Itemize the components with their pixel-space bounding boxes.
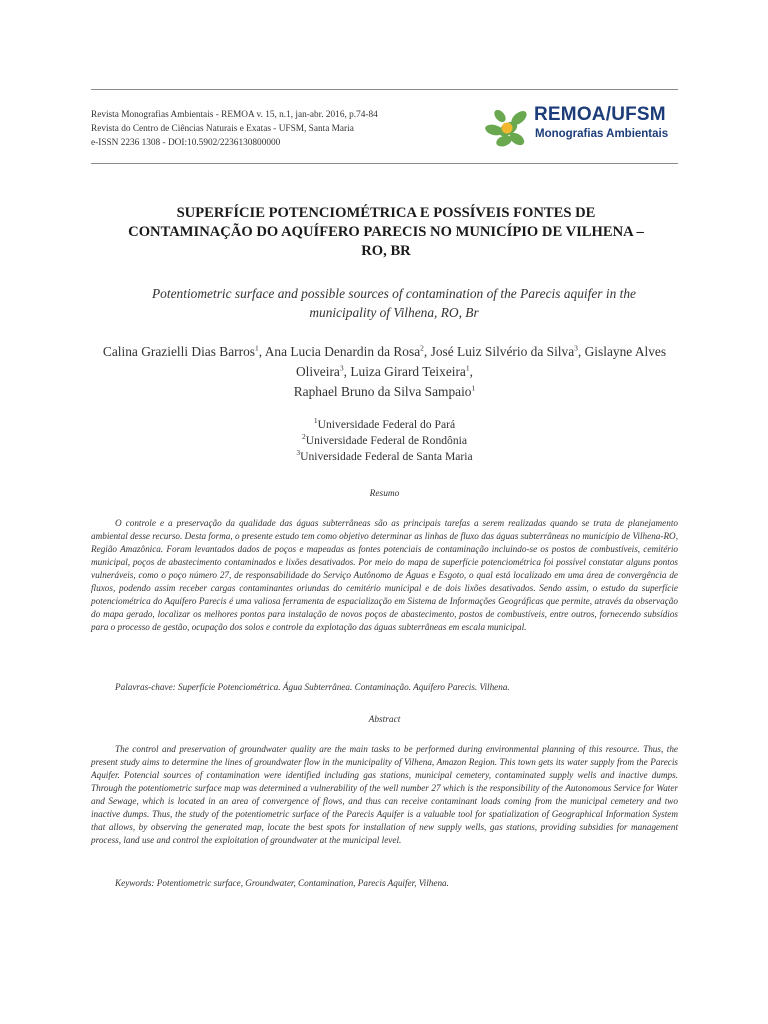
author-affiliation-mark: 1	[255, 343, 259, 353]
english-title	[110, 284, 678, 322]
title-line: CONTAMINAÇÃO DO AQUÍFERO PARECIS NO MUNICÍPIO DE VILHENA –	[128, 224, 644, 240]
affiliation-name: Universidade Federal de Rondônia	[305, 434, 468, 447]
palavras-chave: Palavras-chave: Superfície Potenciométrica. Água Subterrânea. Contaminação. Aquífero Parecis. Vilhena.	[115, 682, 510, 692]
author-affiliation-mark: 3	[574, 343, 578, 353]
author-separator: ,	[258, 344, 265, 359]
author-separator: ,	[577, 344, 585, 359]
remoa-logo	[482, 104, 682, 150]
affiliation-item	[91, 433, 678, 449]
keywords: Keywords: Potentiometric surface, Groundwater, Contamination, Parecis Aquifer, Vilhena.	[115, 878, 449, 888]
author-list	[91, 342, 678, 402]
abstract-body: The control and preservation of groundwater quality are the main tasks to be performed during environmental planning of this resource. Thus, the present study aims to determine the lines of groundwater flow in the municipality of Vilhena, Amazon Region. This town gets its water supply from the Parecis Aquifer. Potencial sources of contamination were identified including gas stations, municipal cemetery, contaminated supply wells and inactive dumps. Through the potentiometric surface map was determined a vulnerability of the well number 27 which is the responsibility of the Autonomous Service for Water and Sewage, which is located in an area of convergence of flows, and thus can receive contaminant loads coming from the municipal cemetery and two inactive dumps. Thus, the study of the potentiometric surface of the Parecis Aquifer is a valuable tool for spatialization of Geographical Information System that allows, by observing the generated map, locate the best spots for installation of new supply wells, gas stations, providing subsidies for management process, land use and control the exploitation of groundwater at the municipal level.	[91, 744, 678, 845]
header-top-rule	[91, 89, 678, 90]
author-separator: ,	[469, 364, 473, 379]
title-line: SUPERFÍCIE POTENCIOMÉTRICA E POSSÍVEIS FONTES DE	[176, 205, 596, 221]
author-affiliation-mark: 1	[471, 383, 476, 393]
english-title-line: Potentiometric surface and possible sources of contamination of the Parecis aquifer in the	[152, 286, 636, 301]
affiliation-name: Universidade Federal do Pará	[317, 418, 456, 431]
author-affiliation-mark: 2	[420, 343, 424, 353]
english-title-line: municipality of Vilhena, RO, Br	[309, 305, 479, 320]
author-name: Gislayne Alves Oliveira	[296, 344, 667, 379]
abstract-heading: Abstract	[368, 715, 401, 725]
resumo-body: O controle e a preservação da qualidade das águas subterrâneas são as principais tarefas a serem realizadas quando se trata de planejamento ambiental desse recurso. Desta forma, o presente estudo tem como objetivo determinar as linhas de fluxo das águas subterrâneas no município de Vilhena-RO, Região Amazônica. Foram levantados dados de poços e mapeadas as fontes potenciais de contaminação incluindo-se os postos de combustíveis, cemitério municipal, poços de abastecimento contaminados e lixões desativados. Por meio do mapa de superfície potenciométrica foi possível constatar alguns pontos vulneráveis, como o poço número 27, de responsabilidade do Serviço Autônomo de Águas e Esgoto, o qual está localizado em uma área de convergência de fluxos, podendo assim receber cargas contaminantes oriundas do cemitério municipal e de dois lixões desativados. Sendo assim, o estudo da superfície potenciométrica do Aquífero Parecis é uma valiosa ferramenta de espacialização em Sistema de Informações Geográficas que permite, através da observação do mapa gerado, localizar os melhores pontos para instalação de novos poços de abastecimento, postos de combustíveis, entre outros, fornecendo subsídios para o processo de gestão, ocupação dos solos e controle da explotação das águas subterrâneas em escala municipal.	[91, 518, 678, 632]
author-name: Calina Grazielli Dias Barros	[102, 344, 255, 359]
affiliation-number: 1	[313, 416, 318, 426]
journal-publisher-line: Revista do Centro de Ciências Naturais e Exatas - UFSM, Santa Maria	[91, 124, 354, 134]
author-affiliation-mark: 3	[339, 363, 344, 373]
author-separator: ,	[423, 344, 431, 359]
author-name: Raphael Bruno da Silva Sampaio	[293, 384, 472, 399]
logo-subtitle: Monografias Ambientais	[535, 128, 669, 140]
paper-title	[91, 204, 681, 261]
affiliation-item	[91, 417, 678, 433]
journal-issn-doi-line: e-ISSN 2236 1308 - DOI:10.5902/2236130800000	[91, 138, 281, 148]
author-line	[91, 342, 678, 402]
author-name: Ana Lucia Denardin da Rosa	[264, 344, 421, 359]
affiliation-number: 2	[301, 432, 306, 442]
author-separator: ,	[343, 364, 351, 379]
title-line: RO, BR	[361, 243, 411, 259]
flower-logo-icon	[482, 108, 534, 150]
logo-title: REMOA/UFSM	[534, 104, 666, 125]
header-bottom-rule	[91, 163, 678, 164]
resumo-heading: Resumo	[369, 489, 400, 499]
affiliation-number: 3	[296, 448, 301, 458]
affiliation-name: Universidade Federal de Santa Maria	[300, 450, 473, 463]
journal-citation-line: Revista Monografias Ambientais - REMOA v. 15, n.1, jan-abr. 2016, p.74-84	[91, 110, 378, 120]
author-name: José Luiz Silvério da Silva	[430, 344, 575, 359]
affiliation-item	[91, 449, 678, 465]
journal-info	[91, 108, 378, 150]
affiliation-list	[91, 417, 678, 465]
author-affiliation-mark: 1	[465, 363, 470, 373]
author-name: Luiza Girard Teixeira	[350, 364, 466, 379]
